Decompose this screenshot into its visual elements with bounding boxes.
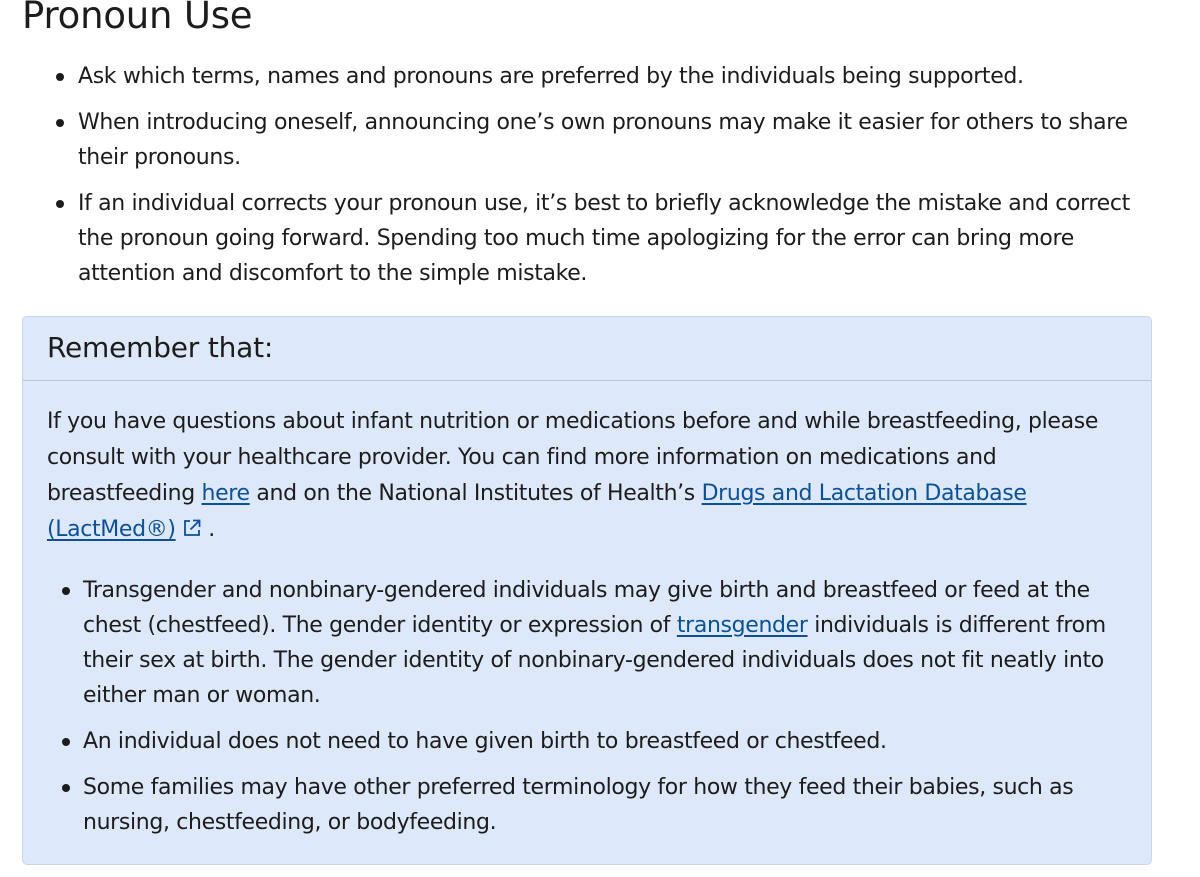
transgender-link[interactable]: transgender	[676, 613, 808, 638]
list-item-text: An individual does not need to have given birth to breastfeed or chestfeed.	[83, 729, 887, 754]
lactmed-link-text: Drugs and Lactation Database (LactMed®)	[47, 481, 1027, 542]
callout-title: Remember that:	[47, 331, 274, 364]
list-item-text: Ask which terms, names and pronouns are preferred by the individuals being supported.	[78, 64, 1024, 89]
list-item	[83, 573, 1143, 713]
external-link-icon	[182, 518, 202, 538]
callout-paragraph-text: .	[208, 517, 215, 542]
bullet-dot	[56, 73, 64, 81]
list-item	[78, 105, 1168, 175]
remember-callout	[22, 316, 1152, 865]
callout-header	[23, 317, 1151, 381]
bullet-dot	[62, 784, 70, 792]
list-item-text: If an individual corrects your pronoun use, it’s best to briefly acknowledge the mistake and correct the pronoun going forward. Spending too much time apologizing for the error can bring more attention and discomfort to the simple mistake.	[78, 191, 1130, 286]
bullet-dot	[62, 587, 70, 595]
list-item	[83, 724, 1143, 759]
callout-paragraph-text: and on the National Institutes of Health’s	[249, 481, 702, 506]
pronoun-use-list	[78, 59, 1168, 302]
callout-list	[83, 573, 1143, 851]
section-title: Pronoun Use	[22, 0, 253, 37]
list-item-text: Some families may have other preferred terminology for how they feed their babies, such as nursing, chestfeeding, or bodyfeeding.	[83, 775, 1074, 835]
list-item-text: Transgender and nonbinary-gendered individuals may give birth and breastfeed or feed at the chest (chestfeed). The gender identity or expression of	[83, 578, 1090, 638]
callout-paragraph	[47, 404, 1107, 548]
bullet-dot	[62, 738, 70, 746]
bullet-dot	[56, 119, 64, 127]
list-item	[78, 59, 1168, 94]
here-link[interactable]: here	[201, 481, 250, 506]
list-item-text: When introducing oneself, announcing one’s own pronouns may make it easier for others to share their pronouns.	[78, 110, 1128, 170]
list-item	[78, 186, 1168, 291]
list-item	[83, 770, 1143, 840]
bullet-dot	[56, 200, 64, 208]
list-item-text: individuals is different from their sex at birth. The gender identity of nonbinary-gendered individuals does not fit neatly into either man or woman.	[83, 613, 1106, 708]
callout-paragraph-text: If you have questions about infant nutrition or medications before and while breastfeeding, please consult with your healthcare provider. You can find more information on medications and breastfeeding	[47, 409, 1099, 506]
